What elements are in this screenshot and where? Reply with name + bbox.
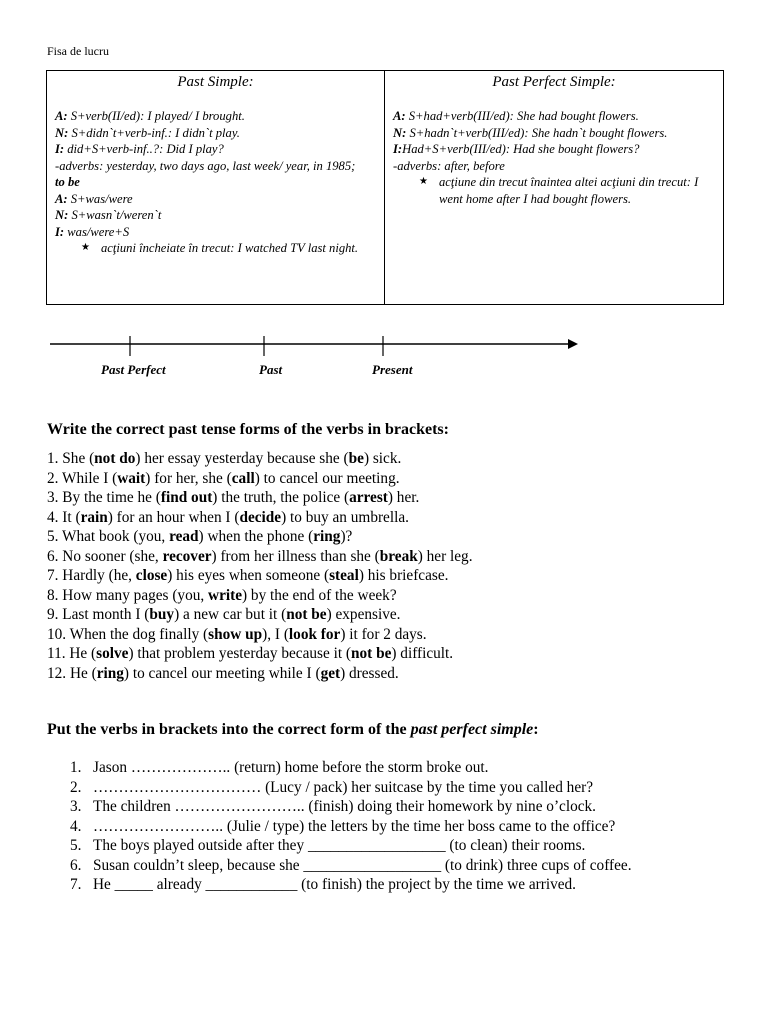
sentence-text: ) her. bbox=[387, 489, 420, 506]
sentence-text: 9. Last month I ( bbox=[47, 606, 150, 623]
sentence-text: 6. No sooner (she, bbox=[47, 547, 163, 565]
verb-hint: get bbox=[320, 664, 341, 682]
rule-row bbox=[55, 108, 376, 125]
timeline-arrow-icon bbox=[568, 339, 578, 349]
star-bullet-icon: ★ bbox=[419, 176, 428, 187]
exercise1-item bbox=[47, 566, 473, 586]
rule-text: -adverbs: after, before bbox=[393, 158, 505, 173]
verb-hint: look for bbox=[288, 625, 341, 643]
sentence-text: 11. He ( bbox=[47, 645, 97, 662]
rule-row bbox=[55, 207, 376, 224]
past-perfect-title: Past Perfect Simple: bbox=[492, 74, 616, 90]
item-number: 2. bbox=[70, 778, 82, 796]
item-number: 7. bbox=[70, 876, 82, 893]
rule-prefix: A: bbox=[55, 191, 68, 206]
rule-text: S+verb(II/ed): I played/ I brought. bbox=[67, 109, 245, 123]
rule-prefix: A: bbox=[55, 109, 68, 123]
exercise2-item bbox=[70, 778, 720, 798]
verb-hint: decide bbox=[239, 508, 282, 526]
past-perfect-rules bbox=[393, 108, 715, 207]
exercise2-list bbox=[70, 758, 720, 895]
rule-row bbox=[393, 108, 715, 125]
exercise2-item bbox=[70, 836, 720, 856]
sentence-text: 12. He ( bbox=[47, 664, 97, 682]
usage-note bbox=[55, 240, 376, 257]
sentence-text: ) her leg. bbox=[417, 547, 473, 565]
sentence-text: ) to buy an umbrella. bbox=[281, 508, 409, 526]
sentence-text: …………………….. (Julie / type) the letters by the time her boss came to the office? bbox=[93, 817, 616, 835]
exercise1-item bbox=[47, 508, 473, 528]
timeline-label-past-perfect: Past Perfect bbox=[101, 362, 166, 377]
sentence-text: ) by the end of the week? bbox=[242, 586, 397, 604]
verb-hint: not do bbox=[94, 450, 136, 467]
verb-hint: close bbox=[135, 567, 168, 584]
sentence-text: ) his eyes when someone ( bbox=[167, 567, 330, 584]
item-number: 3. bbox=[70, 798, 82, 815]
sentence-text: He _____ already ____________ (to finish) the project by the time we arrived. bbox=[93, 876, 576, 893]
verb-hint: steal bbox=[329, 567, 359, 584]
sentence-text: 2. While I ( bbox=[47, 469, 118, 487]
rule-prefix: I: bbox=[55, 142, 65, 156]
sentence-text: ) for an hour when I ( bbox=[107, 508, 240, 526]
sentence-text: 7. Hardly (he, bbox=[47, 567, 136, 584]
rule-row bbox=[55, 125, 376, 142]
verb-hint: solve bbox=[96, 645, 129, 662]
past-perfect-column bbox=[385, 71, 723, 304]
exercise1-item bbox=[47, 488, 473, 508]
sentence-text: …………………………… (Lucy / pack) her suitcase by the time you called her? bbox=[93, 778, 593, 796]
item-number: 4. bbox=[70, 817, 82, 835]
verb-hint: recover bbox=[162, 547, 212, 565]
rule-text: S+didn`t+verb-inf.: I didn`t play. bbox=[68, 125, 240, 140]
verb-hint: break bbox=[379, 547, 418, 565]
sentence-text: 3. By the time he ( bbox=[47, 489, 161, 506]
rule-row bbox=[393, 125, 715, 142]
sentence-text: ) difficult. bbox=[391, 645, 454, 662]
sentence-text: The boys played outside after they __________________ (to clean) their rooms. bbox=[93, 837, 586, 854]
past-simple-title: Past Simple: bbox=[177, 74, 254, 90]
verb-hint: ring bbox=[96, 664, 124, 682]
sentence-text: ) to cancel our meeting. bbox=[254, 469, 400, 487]
sentence-text: 10. When the dog finally ( bbox=[47, 625, 209, 643]
exercise1-item bbox=[47, 469, 473, 489]
rule-text: S+hadn`t+verb(III/ed): She hadn`t bought flowers. bbox=[406, 125, 668, 140]
rule-prefix: to be bbox=[55, 175, 80, 189]
exercise1-title: Write the correct past tense forms of the verbs in brackets: bbox=[47, 421, 449, 438]
grammar-table bbox=[46, 70, 724, 305]
usage-note bbox=[393, 174, 715, 207]
exercise2-item bbox=[70, 758, 720, 778]
exercise2-item bbox=[70, 797, 720, 817]
verb-hint: arrest bbox=[349, 489, 388, 506]
exercise1-item bbox=[47, 449, 473, 469]
exercise1-item bbox=[47, 586, 473, 606]
rule-prefix: I: bbox=[55, 224, 65, 239]
exercise2-item bbox=[70, 875, 720, 895]
exercise1-item bbox=[47, 644, 473, 664]
exercise2-title-text: Put the verbs in brackets into the correct form of the bbox=[47, 721, 411, 738]
rule-text: S+had+verb(III/ed): She had bought flowers. bbox=[405, 109, 639, 123]
rule-row bbox=[55, 174, 376, 191]
rule-text: S+wasn`t/weren`t bbox=[68, 208, 162, 222]
sentence-text: ) it for 2 days. bbox=[340, 625, 427, 643]
sentence-text: 1. She ( bbox=[47, 450, 95, 467]
sentence-text: 4. It ( bbox=[47, 508, 81, 526]
exercise1-item bbox=[47, 625, 473, 645]
rule-row bbox=[393, 141, 715, 158]
sentence-text: ) expensive. bbox=[326, 606, 401, 623]
rule-text: Had+S+verb(III/ed): Had she bought flowers? bbox=[402, 142, 640, 156]
sentence-text: 8. How many pages (you, bbox=[47, 586, 209, 604]
item-number: 5. bbox=[70, 837, 82, 854]
rule-text: did+S+verb-inf..?: Did I play? bbox=[64, 142, 224, 156]
rule-prefix: I: bbox=[393, 142, 403, 156]
sentence-text: Susan couldn’t sleep, because she __________________ (to drink) three cups of coffee. bbox=[93, 856, 632, 874]
sentence-text: ), I ( bbox=[262, 625, 289, 643]
sentence-text: ) for her, she ( bbox=[145, 469, 232, 487]
exercise2-title-suffix: : bbox=[533, 721, 539, 738]
sentence-text: ) a new car but it ( bbox=[174, 606, 287, 623]
verb-hint: read bbox=[169, 528, 199, 545]
verb-hint: rain bbox=[80, 508, 108, 526]
verb-hint: write bbox=[208, 586, 242, 604]
sentence-text: The children …………………….. (finish) doing their homework by nine o’clock. bbox=[93, 798, 596, 815]
exercise2-item bbox=[70, 817, 720, 837]
sentence-text: )? bbox=[340, 528, 353, 545]
past-simple-column bbox=[47, 71, 385, 304]
exercise2-title bbox=[47, 721, 539, 739]
sentence-text: ) that problem yesterday because it ( bbox=[128, 645, 352, 662]
usage-note-text: acţiuni încheiate în trecut: I watched TV last night. bbox=[101, 241, 359, 255]
rule-row bbox=[55, 158, 376, 175]
exercise1-item bbox=[47, 527, 473, 547]
item-number: 1. bbox=[70, 759, 82, 776]
rule-row bbox=[393, 158, 715, 175]
sentence-text: ) his briefcase. bbox=[358, 567, 449, 584]
sentence-text: ) to cancel our meeting while I ( bbox=[123, 664, 321, 682]
sentence-text: Jason ……………….. (return) home before the storm broke out. bbox=[93, 759, 489, 776]
exercise1-list bbox=[47, 449, 473, 683]
timeline-label-past: Past bbox=[259, 362, 283, 377]
sentence-text: ) her essay yesterday because she ( bbox=[135, 450, 349, 467]
star-bullet-icon: ★ bbox=[81, 242, 90, 253]
rule-row bbox=[55, 191, 376, 208]
verb-hint: find out bbox=[160, 489, 213, 506]
past-simple-rules bbox=[55, 108, 376, 257]
verb-hint: wait bbox=[117, 469, 146, 487]
sentence-text: ) when the phone ( bbox=[198, 528, 314, 545]
timeline-label-present: Present bbox=[372, 362, 413, 377]
rule-text: S+was/were bbox=[67, 191, 133, 206]
rule-prefix: N: bbox=[393, 125, 407, 140]
exercise2-title-italic: past perfect simple bbox=[410, 721, 534, 738]
worksheet-label: Fisa de lucru bbox=[47, 44, 109, 58]
verb-hint: be bbox=[348, 450, 364, 467]
verb-hint: ring bbox=[313, 528, 341, 545]
rule-text: -adverbs: yesterday, two days ago, last week/ year, in 1985; bbox=[55, 158, 356, 173]
sentence-text: ) the truth, the police ( bbox=[212, 489, 350, 506]
verb-hint: not be bbox=[351, 645, 392, 662]
verb-hint: buy bbox=[149, 606, 175, 623]
sentence-text: 5. What book (you, bbox=[47, 528, 170, 545]
rule-row bbox=[55, 141, 376, 158]
sentence-text: ) dressed. bbox=[340, 664, 399, 682]
exercise2-item bbox=[70, 856, 720, 876]
sentence-text: ) from her illness than she ( bbox=[211, 547, 380, 565]
exercise1-item bbox=[47, 547, 473, 567]
sentence-text: ) sick. bbox=[363, 450, 402, 467]
rule-text: was/were+S bbox=[64, 224, 130, 239]
rule-row bbox=[55, 224, 376, 241]
usage-note-text: acţiune din trecut înaintea altei acţiuni din trecut: I went home after I had bought flowers. bbox=[439, 175, 699, 206]
verb-hint: call bbox=[231, 469, 255, 487]
rule-prefix: N: bbox=[55, 208, 69, 222]
exercise1-item bbox=[47, 605, 473, 625]
verb-hint: show up bbox=[208, 625, 263, 643]
item-number: 6. bbox=[70, 856, 82, 874]
exercise1-item bbox=[47, 664, 473, 684]
rule-prefix: A: bbox=[393, 109, 406, 123]
verb-hint: not be bbox=[286, 606, 327, 623]
rule-prefix: N: bbox=[55, 125, 69, 140]
